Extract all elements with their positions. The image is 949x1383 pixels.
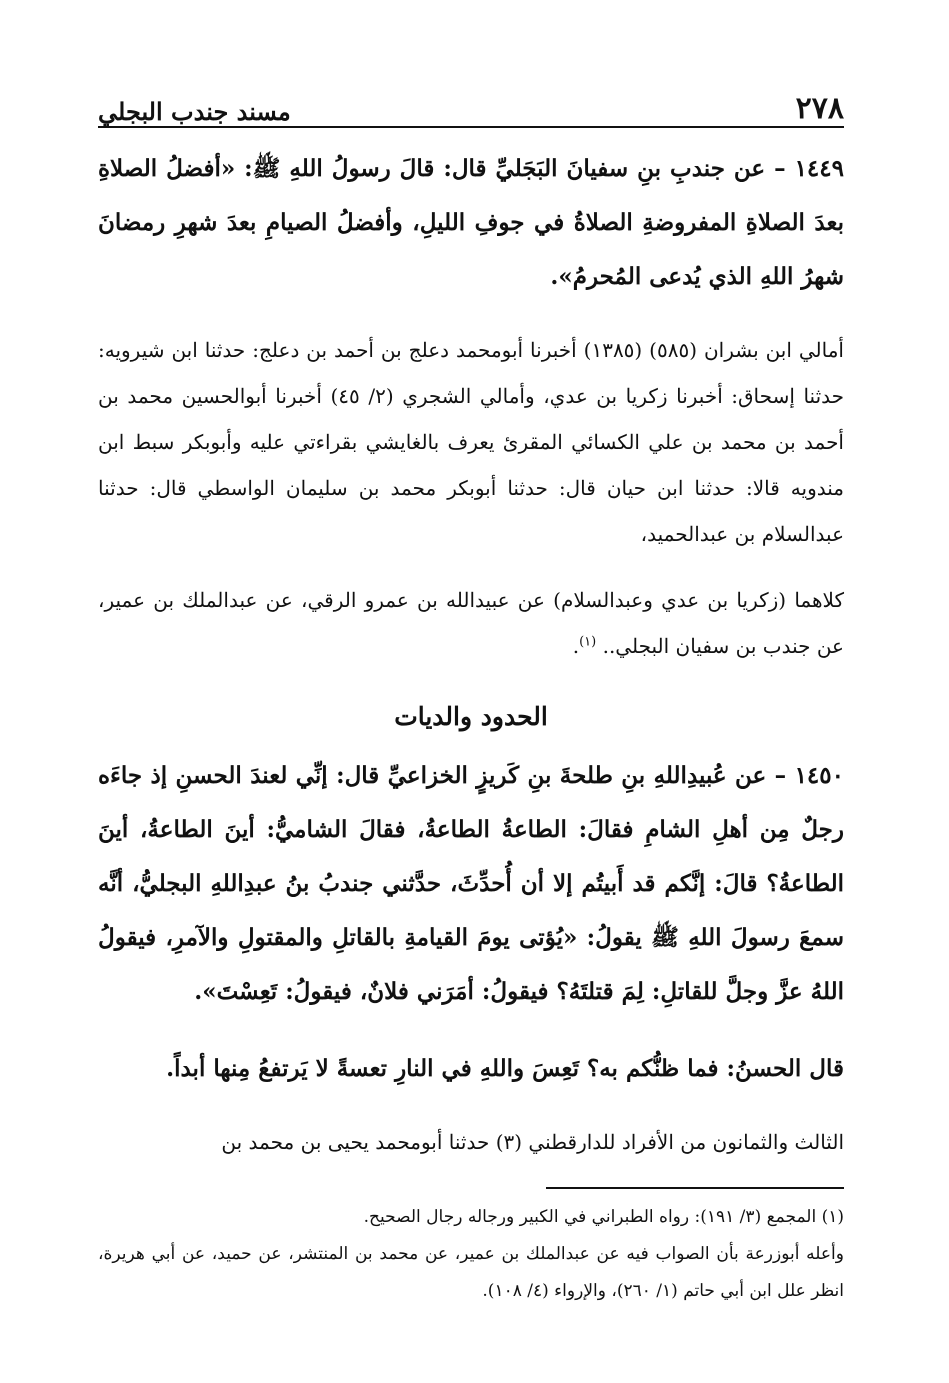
hadith-1449: [98, 142, 844, 304]
footnote-divider: [546, 1187, 844, 1189]
source-paragraph: أمالي ابن بشران (٥٨٥) (١٣٨٥) أخبرنا أبومحمد دعلج بن أحمد بن دعلج: حدثنا ابن شيرويه: حدثنا إسحاق: أخبرنا زكريا بن عدي، وأمالي الشجري (٢/ ٤٥) أخبرنا أبوالحسين محمد بن أحمد بن محمد بن علي الكسائي المقرئ يعرف بالغايشي بقراءتي عليه وأبوبكر سبط ابن مندويه قالا: حدثنا ابن حيان قال: حدثنا أبوبكر محمد بن سليمان الواسطي قال: حدثنا عبدالسلام بن عبدالحميد،: [98, 338, 844, 546]
hasan-quote: قال الحسنُ: فما ظنُّكم به؟ تَعِسَ واللهِ في النارِ تعسةً لا يَرتفعُ مِنها أبداً.: [166, 1055, 844, 1082]
footnote-line: (١) المجمع (٣/ ١٩١): رواه الطبراني في الكبير ورجاله رجال الصحيح.: [363, 1207, 844, 1227]
source-text: كلاهما (زكريا بن عدي وعبدالسلام) عن عبيدالله بن عمرو الرقي، عن عبدالملك بن عمير، عن جندب بن سفيان البجلي..: [98, 588, 844, 658]
source-paragraph: الثالث والثمانون من الأفراد للدارقطني (٣) حدثنا أبومحمد يحيى بن محمد بن: [221, 1130, 844, 1154]
hadith-number: ١٤٤٩: [794, 155, 844, 182]
section-heading: الحدود والديات: [394, 702, 548, 731]
source-paragraph: [98, 577, 844, 669]
hadith-text: – عن عُبيدِاللهِ بنِ طلحةَ بنِ كَريزٍ الخزاعيِّ قال: إنِّي لعندَ الحسنِ إذ جاءَه رجلٌ مِن أهلِ الشامِ فقالَ: الطاعةُ الطاعةُ، فقالَ الشاميُّ: أينَ الطاعةُ، أينَ الطاعةُ؟ قالَ: إنَّكم قد أَبيتُم إلا أن أُحدِّثَ، حدَّثني جندبُ بنُ عبدِاللهِ البجليُّ، أنَّه سمعَ رسولَ اللهِ ﷺ يقولُ: «يُؤتى يومَ القيامةِ بالقاتلِ والمقتولِ والآمرِ، فيقولُ اللهُ عزَّ وجلَّ للقاتلِ: لِمَ قتلتَهُ؟ فيقولُ: أمَرَني فلانٌ، فيقولُ: تَعِسْتَ».: [98, 762, 844, 1005]
hadith-text: – عن جندبِ بنِ سفيانَ البَجَليِّ قال: قالَ رسولُ اللهِ ﷺ: «أفضلُ الصلاةِ بعدَ الصلاةِ المفروضةِ الصلاةُ في جوفِ الليلِ، وأفضلُ الصيامِ بعدَ شهرِ رمضانَ شهرُ اللهِ الذي يُدعى المُحرمُ».: [98, 155, 844, 290]
hadith-number: ١٤٥٠: [794, 762, 844, 789]
hadith-1450: [98, 749, 844, 1019]
page-number: ٢٧٨: [795, 91, 844, 126]
period: .: [572, 634, 580, 658]
book-page: [98, 80, 844, 1320]
footnotes: [98, 1199, 844, 1310]
footnote-line: وأعله أبوزرعة بأن الصواب فيه عن عبدالملك بن عمير، عن محمد بن المنتشر، عن حميد، عن أبي هريرة، انظر علل ابن أبي حاتم (١/ ٢٦٠)، والإرواء (٤/ ١٠٨).: [98, 1244, 844, 1301]
running-header: [98, 80, 844, 128]
header-title: مسند جندب البجلي: [98, 97, 291, 126]
footnote-reference: (١): [579, 634, 597, 650]
